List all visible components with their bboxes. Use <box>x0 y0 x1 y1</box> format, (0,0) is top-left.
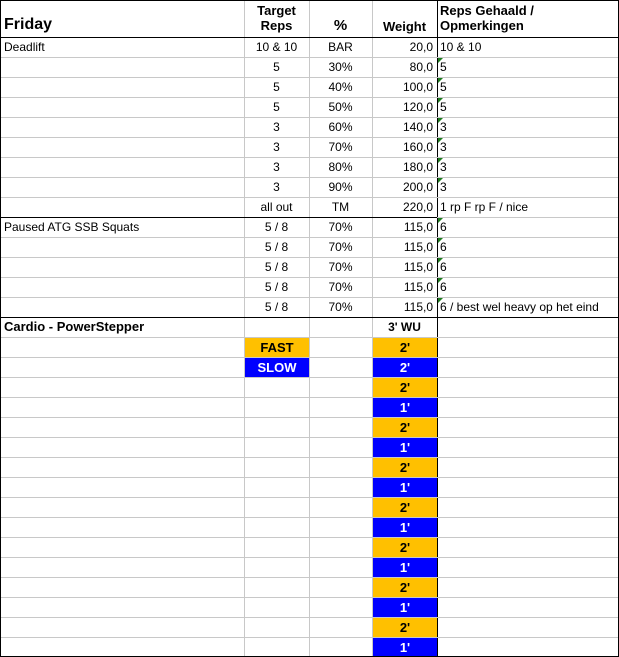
gridline-horizontal <box>1 377 619 378</box>
gridline-horizontal <box>1 637 619 638</box>
spreadsheet-grid <box>1 1 619 657</box>
cardio-section-title: Cardio - PowerStepper <box>4 319 145 334</box>
interval-cell[interactable]: 2' <box>373 618 437 637</box>
interval-cell[interactable]: 2' <box>373 378 437 397</box>
gridline-horizontal <box>1 357 619 358</box>
warmup-cell[interactable]: 3' WU <box>388 320 421 334</box>
exercise-name-cell[interactable]: Paused ATG SSB Squats <box>4 220 140 234</box>
percent-cell[interactable]: 70% <box>328 240 353 254</box>
weight-cell[interactable]: 80,0 <box>409 60 433 74</box>
percent-cell[interactable]: 70% <box>328 300 353 314</box>
notes-cell[interactable]: 6 <box>440 240 447 254</box>
gridline-horizontal <box>1 517 619 518</box>
gridline-horizontal <box>1 397 619 398</box>
target-reps-cell[interactable]: 5 / 8 <box>264 300 289 314</box>
notes-cell[interactable]: 5 <box>440 80 447 94</box>
gridline-horizontal <box>1 537 619 538</box>
interval-cell[interactable]: 2' <box>373 338 437 357</box>
interval-cell[interactable]: 1' <box>373 478 437 497</box>
comment-indicator-icon <box>438 158 443 163</box>
weight-cell[interactable]: 115,0 <box>403 260 433 274</box>
interval-cell[interactable]: 2' <box>373 358 437 377</box>
target-reps-cell[interactable]: 5 <box>273 60 280 74</box>
notes-cell[interactable]: 10 & 10 <box>440 40 482 54</box>
percent-cell[interactable]: 80% <box>328 160 353 174</box>
comment-indicator-icon <box>438 258 443 263</box>
interval-cell[interactable]: 2' <box>373 538 437 557</box>
target-reps-cell[interactable]: 10 & 10 <box>255 40 298 54</box>
weight-cell[interactable]: 120,0 <box>402 100 433 114</box>
gridline-horizontal <box>1 477 619 478</box>
target-reps-cell[interactable]: 5 / 8 <box>264 280 289 294</box>
target-reps-cell[interactable]: 5 / 8 <box>264 220 289 234</box>
comment-indicator-icon <box>438 118 443 123</box>
target-reps-cell[interactable]: 3 <box>273 140 280 154</box>
notes-cell[interactable]: 6 / best wel heavy op het eind <box>440 300 599 314</box>
gridline-horizontal <box>1 497 619 498</box>
notes-cell[interactable]: 1 rp F rp F / nice <box>440 200 529 214</box>
target-reps-cell[interactable]: 3 <box>273 180 280 194</box>
notes-cell[interactable]: 6 <box>440 260 447 274</box>
target-reps-cell[interactable]: all out <box>260 200 293 214</box>
target-reps-cell[interactable]: 3 <box>273 160 280 174</box>
percent-cell[interactable]: 30% <box>328 60 353 74</box>
target-reps-cell[interactable]: 5 / 8 <box>264 240 289 254</box>
gridline-horizontal <box>1 617 619 618</box>
comment-indicator-icon <box>438 278 443 283</box>
legend-fast-cell: FAST <box>245 338 309 357</box>
weight-cell[interactable]: 115,0 <box>403 240 433 254</box>
notes-cell[interactable]: 3 <box>440 140 447 154</box>
page-title: Friday <box>4 16 53 33</box>
percent-cell[interactable]: 70% <box>328 260 353 274</box>
weight-cell[interactable]: 115,0 <box>403 300 433 314</box>
weight-cell[interactable]: 200,0 <box>402 180 433 194</box>
exercise-name-cell[interactable]: Deadlift <box>4 40 45 54</box>
header-percent: % <box>333 17 348 34</box>
interval-cell[interactable]: 1' <box>373 518 437 537</box>
target-reps-cell[interactable]: 5 / 8 <box>264 260 289 274</box>
interval-cell[interactable]: 1' <box>373 638 437 657</box>
interval-cell[interactable]: 1' <box>373 598 437 617</box>
weight-cell[interactable]: 20,0 <box>409 40 433 54</box>
interval-cell[interactable]: 1' <box>373 558 437 577</box>
interval-cell[interactable]: 1' <box>373 398 437 417</box>
gridline-horizontal <box>1 597 619 598</box>
percent-cell[interactable]: 60% <box>328 120 353 134</box>
gridline-horizontal <box>1 457 619 458</box>
comment-indicator-icon <box>438 58 443 63</box>
weight-cell[interactable]: 140,0 <box>402 120 433 134</box>
percent-cell[interactable]: TM <box>331 200 350 214</box>
header-notes-line1: Reps Gehaald / <box>440 3 534 18</box>
comment-indicator-icon <box>438 78 443 83</box>
target-reps-cell[interactable]: 5 <box>273 100 280 114</box>
gridline-horizontal <box>1 417 619 418</box>
percent-cell[interactable]: 70% <box>328 140 353 154</box>
notes-cell[interactable]: 3 <box>440 160 447 174</box>
percent-cell[interactable]: 70% <box>328 220 353 234</box>
notes-cell[interactable]: 3 <box>440 180 447 194</box>
weight-cell[interactable]: 100,0 <box>402 80 433 94</box>
gridline-horizontal <box>1 577 619 578</box>
comment-indicator-icon <box>438 298 443 303</box>
comment-indicator-icon <box>438 218 443 223</box>
interval-cell[interactable]: 2' <box>373 418 437 437</box>
weight-cell[interactable]: 180,0 <box>402 160 433 174</box>
percent-cell[interactable]: 40% <box>328 80 353 94</box>
header-target-reps <box>244 3 309 33</box>
header-notes <box>440 3 619 33</box>
interval-cell[interactable]: 2' <box>373 498 437 517</box>
percent-cell[interactable]: 70% <box>328 280 353 294</box>
target-reps-cell[interactable]: 3 <box>273 120 280 134</box>
gridline-horizontal <box>1 557 619 558</box>
legend-slow-cell: SLOW <box>245 358 309 377</box>
comment-indicator-icon <box>438 238 443 243</box>
notes-cell[interactable]: 6 <box>440 280 447 294</box>
interval-cell[interactable]: 2' <box>373 458 437 477</box>
weight-cell[interactable]: 160,0 <box>402 140 433 154</box>
notes-cell[interactable]: 3 <box>440 120 447 134</box>
comment-indicator-icon <box>438 138 443 143</box>
interval-cell[interactable]: 2' <box>373 578 437 597</box>
header-target-reps-line2: Reps <box>260 18 293 33</box>
weight-cell[interactable]: 115,0 <box>403 280 433 294</box>
header-weight: Weight <box>382 19 427 34</box>
notes-cell[interactable]: 6 <box>440 220 447 234</box>
header-notes-line2: Opmerkingen <box>440 18 524 33</box>
target-reps-cell[interactable]: 5 <box>273 80 280 94</box>
notes-cell[interactable]: 5 <box>440 100 447 114</box>
notes-cell[interactable]: 5 <box>440 60 447 74</box>
interval-cell[interactable]: 1' <box>373 438 437 457</box>
comment-indicator-icon <box>438 98 443 103</box>
gridline-horizontal <box>1 437 619 438</box>
comment-indicator-icon <box>438 178 443 183</box>
weight-cell[interactable]: 220,0 <box>402 200 433 214</box>
percent-cell[interactable]: 50% <box>328 100 353 114</box>
header-target-reps-line1: Target <box>257 3 296 18</box>
percent-cell[interactable]: 90% <box>328 180 353 194</box>
percent-cell[interactable]: BAR <box>328 40 353 54</box>
weight-cell[interactable]: 115,0 <box>403 220 433 234</box>
